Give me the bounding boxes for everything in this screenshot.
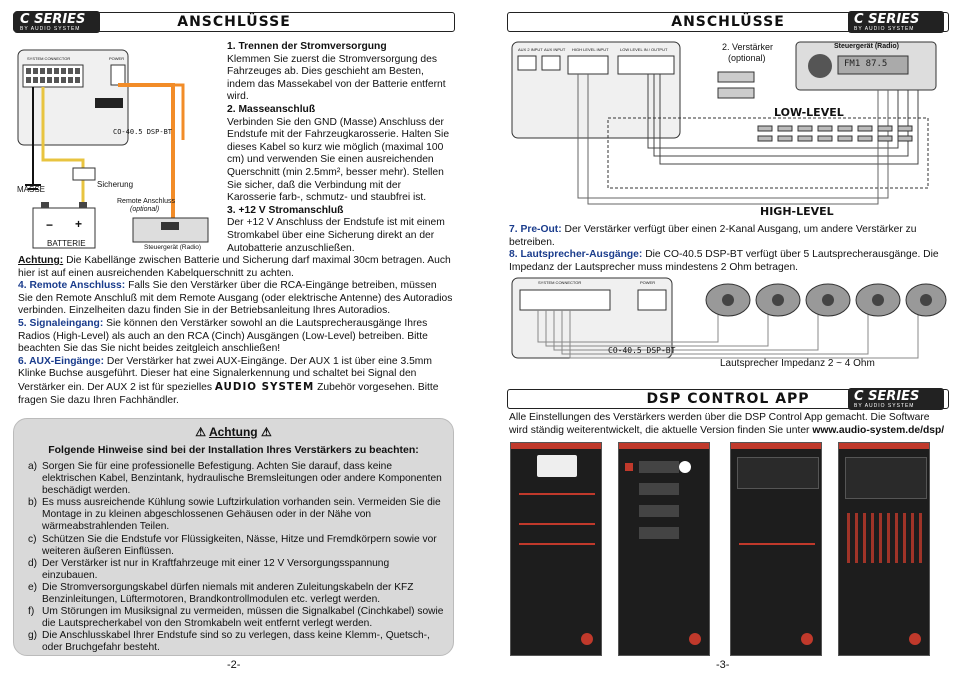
- diagram-label-steuergeraet: Steuergerät (Radio): [144, 244, 202, 251]
- section-3-text-b: [18, 255, 454, 280]
- warning-item: [28, 497, 446, 533]
- page-number-right: -3-: [716, 659, 730, 671]
- logo-text: C SERIES: [20, 12, 86, 27]
- right-wiring-diagram-1: [508, 38, 948, 220]
- section-6: [18, 356, 454, 407]
- label-optional: (optional): [728, 53, 766, 63]
- label-low-level: LOW-LEVEL: [774, 106, 844, 119]
- model-label: CO-40.5 DSP-BT: [608, 346, 676, 355]
- logo-text: C SERIES: [854, 12, 920, 27]
- s6-title: 6. AUX-Eingänge:: [18, 355, 105, 367]
- section-7: [509, 224, 949, 249]
- item-text: Um Störungen im Musiksignal zu vermeiden, müssen die Signalkabel (Cinchkabel) sowie die Lautsprecherkabel von den Stromkabeln weit entfernt verlegt werden.: [42, 606, 444, 630]
- app-screen-2: [618, 442, 710, 656]
- diagram-label-system-connector: SYSTEM CONNECTOR: [27, 56, 71, 61]
- label-zweiter-verstaerker: 2. Verstärker: [722, 42, 774, 52]
- s6-text-a: Der Verstärker hat zwei AUX-Eingänge. Der AUX 1 ist über eine 3.5mm Klinke Buchse ausgeführt. Dieser hat eine Signalerkennung und schaltet bei Signal den Verstärker ein. Der AUX 2 ist für spezielles: [18, 355, 432, 393]
- label-aux2: AUX 2 INPUT: [518, 47, 543, 52]
- app-url: www.audio-system.de/dsp/: [812, 424, 945, 436]
- warning-title: ⚠ Achtung ⚠: [195, 425, 272, 439]
- item-letter: d): [28, 557, 38, 569]
- warning-item: [28, 534, 446, 558]
- label-high-level-input: HIGH LEVEL INPUT: [572, 47, 609, 52]
- label-low-level-io: LOW LEVEL IN / OUTPUT: [620, 47, 668, 52]
- logo-subtext: BY AUDIO SYSTEM: [854, 403, 915, 409]
- s8-title: 8. Lautsprecher-Ausgänge:: [509, 249, 643, 261]
- s7-title: 7. Pre-Out:: [509, 224, 562, 235]
- diagram-label-sicherung: Sicherung: [97, 180, 134, 189]
- app-screen-4: [838, 442, 930, 656]
- diagram-label-batterie: BATTERIE: [47, 239, 86, 248]
- app-description: [509, 412, 949, 437]
- logo-subtext: BY AUDIO SYSTEM: [854, 26, 915, 32]
- s5-text: Sie können den Verstärker sowohl an die Lautsprecherausgänge Ihres Radios (High-Level) als auch an den RCA (Cinch) Ausgängen (Low-Level) betreiben. Bitte beachten Sie das Sie nicht beides zeitgleich anschließen!: [18, 317, 428, 355]
- s3-achtung: Achtung:: [18, 255, 64, 266]
- app-header-title: DSP CONTROL APP: [646, 391, 810, 407]
- app-series-logo: [848, 388, 944, 410]
- item-text: Die Stromversorgungskabel dürfen niemals mit anderen Zuleitungskabeln der KFZ Benzinleitungen, Lüftermotoren, Brandkontrollmodulen etc. verlegt werden.: [42, 581, 414, 606]
- logo-text: C SERIES: [854, 389, 920, 404]
- label-aux1: AUX INPUT: [544, 47, 566, 52]
- item-letter: a): [28, 461, 38, 472]
- item-letter: c): [28, 533, 37, 545]
- s3-a: Der +12 V Anschluss der Endstufe ist mit einem Stromkabel über eine Sicherung direkt an der Autobatterie anzuschließen.: [227, 217, 445, 254]
- diagram-label-power: POWER: [109, 56, 125, 61]
- warning-list: [28, 461, 446, 655]
- section-3-title: 3. +12 V Stromanschluß: [227, 204, 344, 216]
- diagram-model-label: CO-40.5 DSP-BT: [113, 128, 173, 136]
- left-wiring-diagram: [13, 40, 225, 260]
- s3-b: Die Kabellänge zwischen Batterie und Sicherung darf maximal 30cm betragen. Auch hier ist auf einen ausreichenden Kabelquerschnitt zu achten.: [18, 255, 451, 279]
- page-number-left: -2-: [227, 659, 241, 671]
- wiring-diagram-svg: [13, 40, 225, 260]
- warning-item: [28, 461, 446, 497]
- diagram-label-optional: (optional): [130, 206, 160, 213]
- left-text-top: [227, 41, 453, 255]
- speaker-diagram: [508, 272, 948, 376]
- impedance-label: Lautsprecher Impedanz 2 ~ 4 Ohm: [720, 358, 875, 369]
- section-2-text: Verbinden Sie den GND (Masse) Anschluss der Endstufe mit der Fahrzeugkarosserie. Halten Sie dieses Kabel so kurz wie möglich (maximal 100 cm) und verwenden Sie einen ausreichenden Querschnitt (min 2.5mm², besser mehr). Stellen Sie sicher, daß die Verbindung mit der Karosserie farb-, schmutz- und staubfrei ist.: [227, 116, 450, 204]
- s6-text-b: Zubehör vorgesehen. Bitte fragen Sie dazu Ihren Fachhändler.: [18, 381, 439, 406]
- s4-title: 4. Remote Anschluss:: [18, 280, 126, 292]
- warning-item: [28, 582, 446, 606]
- left-header-title: ANSCHLÜSSE: [177, 14, 291, 30]
- label-power: POWER: [640, 280, 656, 285]
- section-1-text: Klemmen Sie zuerst die Stromversorgung des Fahrzeuges ab. Dies geschieht am Besten, indem das Massekabel von der Batterie entfernt wird.: [227, 53, 446, 103]
- item-letter: g): [28, 630, 38, 642]
- label-steuergeraet: Steuergerät (Radio): [834, 43, 899, 50]
- s5-title: 5. Signaleingang:: [18, 317, 104, 329]
- item-text: Sorgen Sie für eine professionelle Befestigung. Achten Sie darauf, dass keine elektrischen Kabel, Benzintank, hydraulische Bremsleitungen oder andere Komponenten beschädigt werden.: [42, 461, 442, 497]
- warning-item: [28, 606, 446, 630]
- left-text-bottom: [18, 255, 454, 407]
- section-5: [18, 318, 454, 356]
- right-text-sections: [509, 224, 949, 274]
- s8-text: Die CO-40.5 DSP-BT verfügt über 5 Lautsprecherausgänge. Die Impedanz der Lautsprecher muss mindestens 2 Ohm betragen.: [509, 249, 939, 273]
- right-series-logo: [848, 11, 944, 33]
- label-high-level: HIGH-LEVEL: [760, 205, 834, 218]
- warning-item: [28, 630, 446, 654]
- item-letter: f): [28, 606, 35, 618]
- section-3-text-a: [227, 217, 453, 255]
- warning-item: [28, 558, 446, 582]
- section-1-title: 1. Trennen der Stromversorgung: [227, 41, 387, 52]
- section-8: [509, 249, 949, 274]
- app-logo: [537, 455, 577, 477]
- logo-subtext: BY AUDIO SYSTEM: [20, 26, 81, 32]
- warning-subtitle: Folgende Hinweise sind bei der Installation Ihres Verstärkers zu beachten:: [48, 444, 419, 456]
- diagram-label-masse: MASSE: [17, 185, 46, 194]
- s6-brand: AUDIO SYSTEM: [214, 380, 315, 393]
- battery-minus: −: [46, 218, 54, 232]
- left-series-logo: [14, 11, 100, 33]
- item-text: Es muss ausreichende Kühlung sowie Luftzirkulation vorhanden sein. Vermeiden Sie die Montage in zu kleinen abgeschlossenen Gehäusen oder in der Nähe von wärmeabstrahlenden Teilen.: [42, 497, 441, 533]
- app-screen-1: [510, 442, 602, 656]
- item-text: Schützen Sie die Endstufe vor Flüssigkeiten, Nässe, Hitze und Fremdkörpern sowie vor weiteren äußeren Einflüssen.: [42, 533, 437, 557]
- app-text: Alle Einstellungen des Verstärkers werden über die DSP Control App gemacht. Die Software wird ständig weiterentwickelt, die aktuelle Version finden Sie unter: [509, 412, 930, 436]
- section-4: [18, 280, 454, 318]
- label-system-connector: SYSTEM CONNECTOR: [538, 280, 582, 285]
- item-letter: b): [28, 497, 38, 509]
- s4-text: Falls Sie den Verstärker über die RCA-Eingänge betreiben, müssen Sie den Remote Anschluß mit dem Remote Ausgang (oder elektrische Antenne) des Autoradios verbinden. Einzelheiten dazu finden Sie in der Betriebsanleitung Ihres Autoradios.: [18, 280, 453, 317]
- warning-title-text: Achtung: [208, 425, 258, 439]
- warning-box: [13, 418, 454, 656]
- right-header-title: ANSCHLÜSSE: [671, 14, 785, 30]
- battery-plus: +: [75, 217, 83, 231]
- section-2-title: 2. Masseanschluß: [227, 103, 316, 115]
- item-text: Der Verstärker ist nur in Kraftfahrzeuge mit einer 12 V Versorgungsspannung einzubauen.: [42, 557, 390, 581]
- s7-text: Der Verstärker verfügt über einen 2-Kanal Ausgang, um andere Verstärker zu betreiben.: [509, 224, 917, 248]
- item-letter: e): [28, 581, 38, 593]
- app-screen-3: [730, 442, 822, 656]
- radio-display: FM1 87.5: [844, 59, 888, 69]
- item-text: Die Anschlusskabel Ihrer Endstufe sind so zu verlegen, dass keine Klemm-, Quetsch-, oder Bruchgefahr besteht.: [42, 630, 430, 654]
- diagram-label-remote: Remote Anschluss: [117, 198, 175, 205]
